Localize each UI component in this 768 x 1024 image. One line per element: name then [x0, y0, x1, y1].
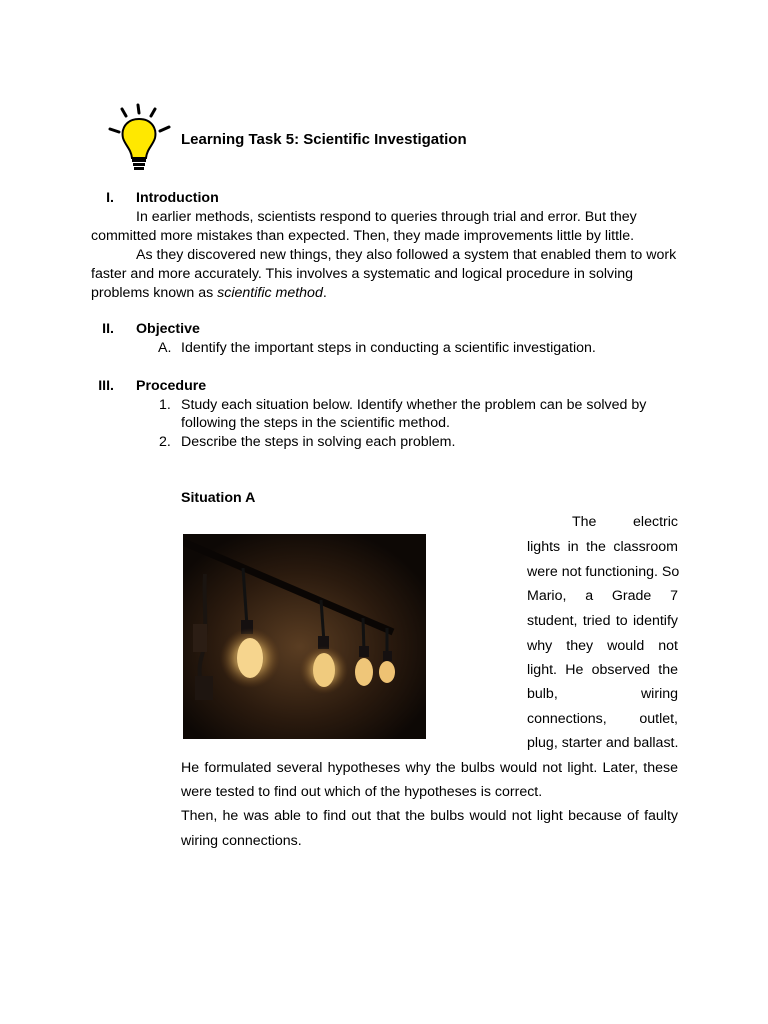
section-heading-introduction: Introduction [136, 190, 219, 206]
list-item: Study each situation below. Identify whether the problem can be solved by [181, 397, 647, 413]
paragraph-line: wiring connections. [181, 833, 302, 849]
paragraph-line: light. He observed the [527, 662, 678, 678]
paragraph-line: Then, he was able to find out that the bulbs would not light because of faulty [181, 808, 678, 824]
paragraph-line: bulb, wiring [527, 686, 678, 702]
paragraph-line: committed more mistakes than expected. Then, they made improvements little by little. [91, 228, 635, 244]
paragraph-line: why they would not [527, 638, 678, 654]
paragraph-line: As they discovered new things, they also followed a system that enabled them to work [136, 247, 677, 263]
text-run: The [572, 514, 597, 530]
list-item-continuation: following the steps in the scientific method. [181, 415, 450, 431]
paragraph-line: lights in the classroom [527, 539, 678, 555]
page-title: Learning Task 5: Scientific Investigation [181, 131, 467, 148]
paragraph-line: Mario, a Grade 7 [527, 588, 678, 604]
emphasis-term: scientific method [217, 285, 323, 301]
paragraph-line: In earlier methods, scientists respond to queries through trial and error. But they [136, 209, 637, 225]
section-number: II. [102, 321, 114, 337]
paragraph-line: student, tried to identify [527, 613, 678, 629]
list-item: Describe the steps in solving each problem. [181, 434, 456, 450]
text-run: . [322, 285, 327, 301]
section-heading-objective: Objective [136, 321, 200, 337]
situation-heading: Situation A [181, 490, 256, 506]
paragraph-line: He formulated several hypotheses why the bulbs would not light. Later, these [181, 760, 678, 776]
list-marker: 1. [159, 397, 171, 413]
paragraph-line: were tested to find out which of the hypotheses is correct. [181, 784, 543, 800]
list-marker: A. [158, 340, 172, 356]
text-run: electric [633, 514, 678, 530]
paragraph-line: were not functioning. So [527, 564, 680, 580]
text-run: problems known as [91, 285, 218, 301]
section-number: I. [106, 190, 114, 206]
paragraph-line: plug, starter and ballast. [527, 735, 679, 751]
lightbulb-icon [104, 103, 174, 175]
paragraph-line: connections, outlet, [527, 711, 678, 727]
list-item: Identify the important steps in conducting a scientific investigation. [181, 340, 596, 356]
list-marker: 2. [159, 434, 171, 450]
light-bulbs-photo [183, 534, 426, 739]
paragraph-line: faster and more accurately. This involves a systematic and logical procedure in solving [91, 266, 634, 282]
section-heading-procedure: Procedure [136, 378, 207, 394]
paragraph-line [91, 285, 327, 301]
section-number: III. [98, 378, 114, 394]
